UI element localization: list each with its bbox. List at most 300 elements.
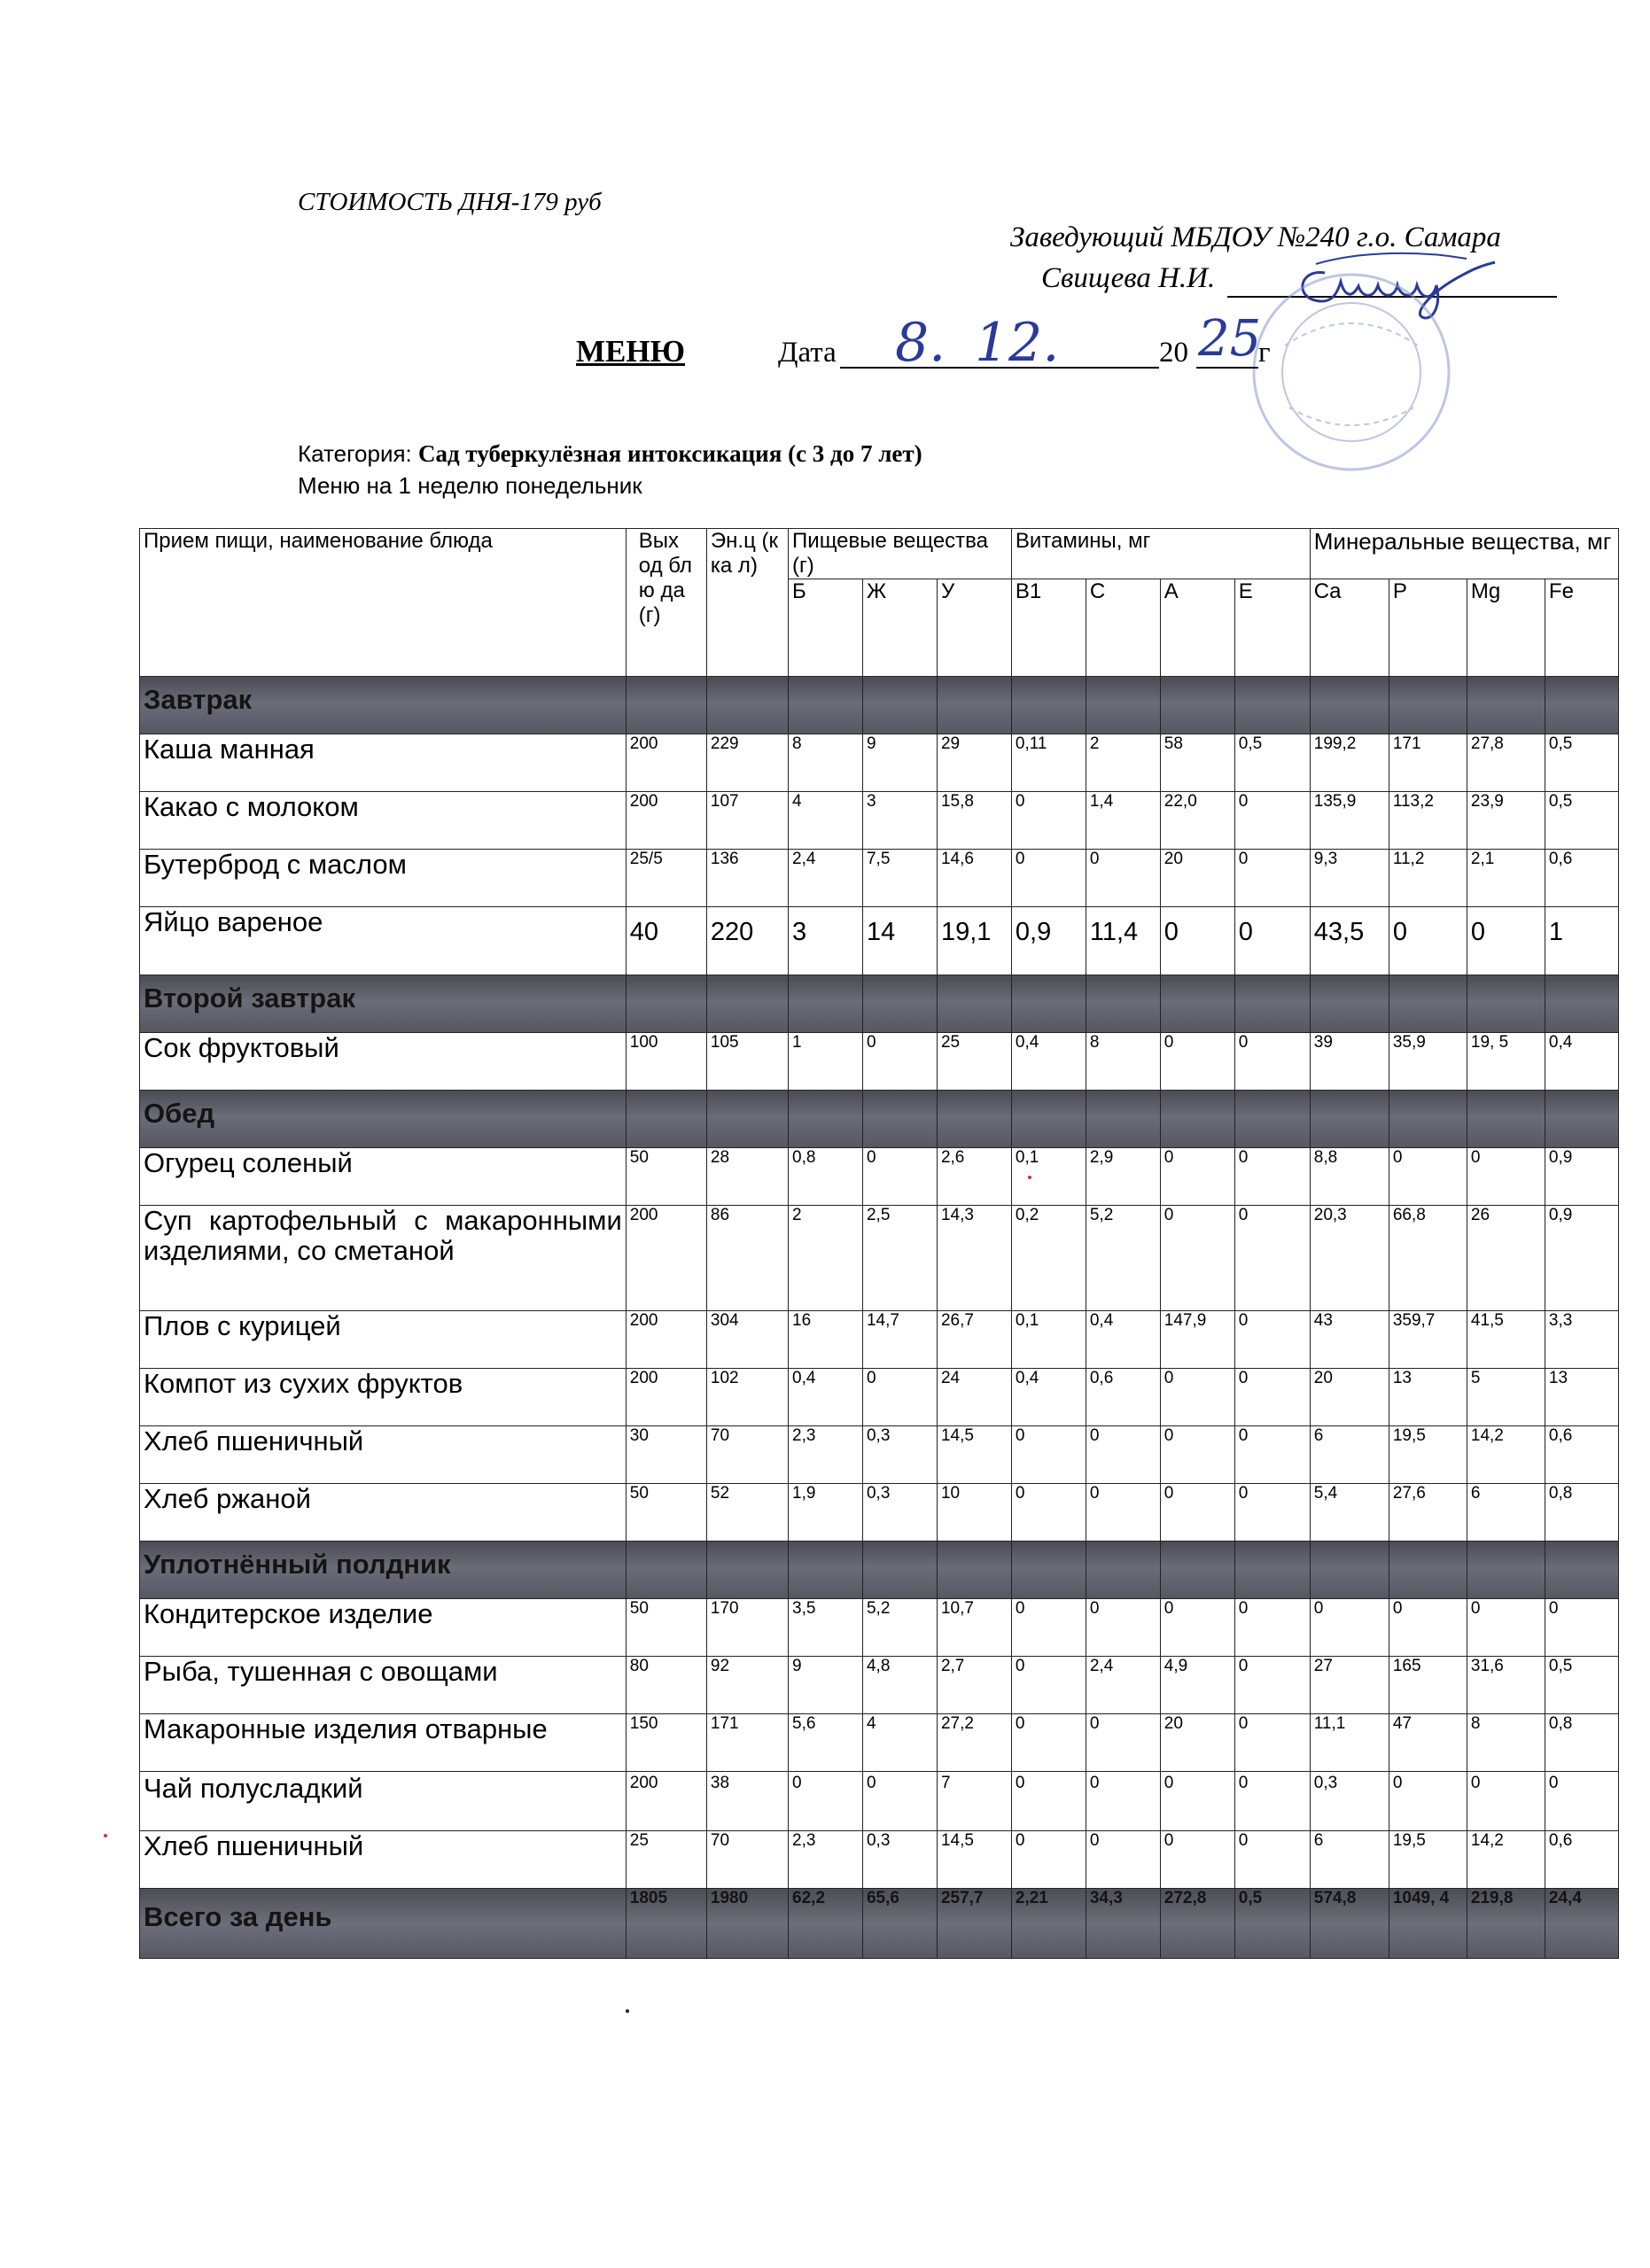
value-cell: 4 xyxy=(862,1714,937,1772)
section-name: Обед xyxy=(140,1091,627,1148)
table-row xyxy=(140,1484,1619,1542)
year-prefix: 20 xyxy=(1159,337,1188,369)
value-cell: 0 xyxy=(1389,1599,1467,1657)
section-cell xyxy=(1086,975,1160,1033)
day-cost: СТОИМОСТЬ ДНЯ-179 руб xyxy=(298,188,602,216)
section-name: Завтрак xyxy=(140,677,627,734)
section-cell xyxy=(1467,1542,1545,1599)
dish-name: Чай полусладкий xyxy=(140,1772,627,1831)
value-cell: 0 xyxy=(1234,1599,1310,1657)
total-row xyxy=(140,1889,1619,1959)
subcol-header: С xyxy=(1086,579,1160,677)
value-cell: 9 xyxy=(862,734,937,792)
head-name: Свищева Н.И. xyxy=(1041,262,1216,294)
value-cell: 0 xyxy=(1389,1148,1467,1206)
section-cell xyxy=(1545,1542,1618,1599)
value-cell: 0 xyxy=(1160,1426,1234,1484)
value-cell: 8,8 xyxy=(1310,1148,1389,1206)
value-cell: 92 xyxy=(706,1657,788,1714)
value-cell: 38 xyxy=(706,1772,788,1831)
scan-speck xyxy=(104,1834,107,1837)
value-cell: 4,8 xyxy=(862,1657,937,1714)
section-cell xyxy=(706,677,788,734)
value-cell: 359,7 xyxy=(1389,1311,1467,1369)
date-day: 8. xyxy=(895,312,946,374)
value-cell: 304 xyxy=(706,1311,788,1369)
value-cell: 8 xyxy=(1086,1033,1160,1091)
value-cell: 0 xyxy=(862,1148,937,1206)
value-cell: 0 xyxy=(1234,1426,1310,1484)
value-cell: 19,5 xyxy=(1389,1831,1467,1889)
section-cell xyxy=(1160,677,1234,734)
value-cell: 5,6 xyxy=(789,1714,863,1772)
section-cell xyxy=(862,1091,937,1148)
value-cell: 27,8 xyxy=(1467,734,1545,792)
value-cell: 26 xyxy=(1467,1206,1545,1311)
value-cell: 6 xyxy=(1467,1484,1545,1542)
value-cell: 0,5 xyxy=(1234,734,1310,792)
value-cell: 9 xyxy=(789,1657,863,1714)
value-cell: 0,3 xyxy=(862,1426,937,1484)
value-cell: 14,3 xyxy=(937,1206,1011,1311)
table-row xyxy=(140,1772,1619,1831)
value-cell: 0 xyxy=(1011,792,1086,850)
value-cell: 0 xyxy=(1234,907,1310,975)
value-cell: 2,7 xyxy=(937,1657,1011,1714)
value-cell: 0 xyxy=(1011,1657,1086,1714)
value-cell: 2 xyxy=(1086,734,1160,792)
value-cell: 0 xyxy=(1234,1369,1310,1426)
value-cell: 43,5 xyxy=(1310,907,1389,975)
section-cell xyxy=(1086,1091,1160,1148)
stamp-image xyxy=(1236,266,1467,496)
section-cell xyxy=(1011,1091,1086,1148)
scan-speck xyxy=(1028,1176,1031,1179)
subcol-header: Ca xyxy=(1310,579,1389,677)
value-cell: 0,6 xyxy=(1086,1369,1160,1426)
value-cell: 2,1 xyxy=(1467,850,1545,907)
section-cell xyxy=(1234,975,1310,1033)
value-cell: 3,3 xyxy=(1545,1311,1618,1369)
value-cell: 50 xyxy=(626,1599,706,1657)
value-cell: 0,3 xyxy=(862,1484,937,1542)
section-cell xyxy=(1310,677,1389,734)
value-cell: 0 xyxy=(789,1772,863,1831)
value-cell: 11,2 xyxy=(1389,850,1467,907)
section-cell xyxy=(1310,1542,1389,1599)
year-unit: г xyxy=(1258,337,1271,369)
value-cell: 0 xyxy=(1160,1206,1234,1311)
value-cell: 0 xyxy=(1310,1599,1389,1657)
value-cell: 9,3 xyxy=(1310,850,1389,907)
value-cell: 20 xyxy=(1160,1714,1234,1772)
dish-name: Макаронные изделия отварные xyxy=(140,1714,627,1772)
section-row xyxy=(140,677,1619,734)
value-cell: 200 xyxy=(626,1311,706,1369)
value-cell: 0,8 xyxy=(1545,1484,1618,1542)
section-cell xyxy=(862,677,937,734)
dish-name: Сок фруктовый xyxy=(140,1033,627,1091)
section-cell xyxy=(937,677,1011,734)
table-row xyxy=(140,907,1619,975)
value-cell: 0 xyxy=(1234,1772,1310,1831)
value-cell: 13 xyxy=(1545,1369,1618,1426)
value-cell: 7 xyxy=(937,1772,1011,1831)
value-cell: 0 xyxy=(1234,1714,1310,1772)
value-cell: 5 xyxy=(1467,1369,1545,1426)
section-cell xyxy=(626,677,706,734)
value-cell: 0,4 xyxy=(789,1369,863,1426)
value-cell: 0 xyxy=(1160,1484,1234,1542)
section-name: Второй завтрак xyxy=(140,975,627,1033)
section-cell xyxy=(1086,677,1160,734)
value-cell: 0 xyxy=(1234,1484,1310,1542)
date-month: 12. xyxy=(975,312,1060,374)
value-cell: 0,4 xyxy=(1086,1311,1160,1369)
value-cell: 1,9 xyxy=(789,1484,863,1542)
section-cell xyxy=(937,1542,1011,1599)
value-cell: 58 xyxy=(1160,734,1234,792)
subcol-header: В1 xyxy=(1011,579,1086,677)
value-cell: 0 xyxy=(1389,1772,1467,1831)
section-cell xyxy=(862,1542,937,1599)
section-cell xyxy=(789,677,863,734)
menu-table xyxy=(139,528,1619,1959)
value-cell: 8 xyxy=(789,734,863,792)
section-cell xyxy=(1467,975,1545,1033)
table-row xyxy=(140,850,1619,907)
value-cell: 66,8 xyxy=(1389,1206,1467,1311)
dish-name: Каша манная xyxy=(140,734,627,792)
value-cell: 0,3 xyxy=(1310,1772,1389,1831)
value-cell: 19,1 xyxy=(937,907,1011,975)
value-cell: 2,4 xyxy=(789,850,863,907)
table-row xyxy=(140,1657,1619,1714)
dish-name: Суп картофельный с макаронными изделиями, со сметаной xyxy=(140,1206,627,1311)
total-value: 272,8 xyxy=(1160,1889,1234,1959)
value-cell: 0 xyxy=(1234,792,1310,850)
value-cell: 15,8 xyxy=(937,792,1011,850)
value-cell: 10 xyxy=(937,1484,1011,1542)
value-cell: 0 xyxy=(1011,1831,1086,1889)
section-cell xyxy=(706,975,788,1033)
subcol-header: У xyxy=(937,579,1011,677)
value-cell: 107 xyxy=(706,792,788,850)
total-value: 65,6 xyxy=(862,1889,937,1959)
value-cell: 2,4 xyxy=(1086,1657,1160,1714)
value-cell: 70 xyxy=(706,1426,788,1484)
col-yield: Вых од блю да (г) xyxy=(626,529,706,677)
value-cell: 171 xyxy=(1389,734,1467,792)
value-cell: 0,5 xyxy=(1545,1657,1618,1714)
dish-name: Рыба, тушенная с овощами xyxy=(140,1657,627,1714)
value-cell: 16 xyxy=(789,1311,863,1369)
value-cell: 25/5 xyxy=(626,850,706,907)
dish-name: Огурец соленый xyxy=(140,1148,627,1206)
total-value: 574,8 xyxy=(1310,1889,1389,1959)
value-cell: 80 xyxy=(626,1657,706,1714)
value-cell: 7,5 xyxy=(862,850,937,907)
value-cell: 4,9 xyxy=(1160,1657,1234,1714)
value-cell: 0 xyxy=(1011,850,1086,907)
section-cell xyxy=(1234,1542,1310,1599)
category xyxy=(298,440,922,468)
section-cell xyxy=(789,1091,863,1148)
value-cell: 0,3 xyxy=(862,1831,937,1889)
col-energy: Эн.ц (кка л) xyxy=(706,529,788,677)
value-cell: 0 xyxy=(862,1772,937,1831)
section-cell xyxy=(1160,1542,1234,1599)
value-cell: 22,0 xyxy=(1160,792,1234,850)
value-cell: 0 xyxy=(1086,1599,1160,1657)
subcol-header: Е xyxy=(1234,579,1310,677)
table-row xyxy=(140,1148,1619,1206)
value-cell: 2,3 xyxy=(789,1831,863,1889)
col-vitamins: Витамины, мг xyxy=(1011,529,1310,579)
col-dish: Прием пищи, наименование блюда xyxy=(140,529,627,677)
value-cell: 86 xyxy=(706,1206,788,1311)
total-value: 34,3 xyxy=(1086,1889,1160,1959)
section-cell xyxy=(626,975,706,1033)
value-cell: 0,5 xyxy=(1545,792,1618,850)
value-cell: 14,6 xyxy=(937,850,1011,907)
section-row xyxy=(140,975,1619,1033)
table-row xyxy=(140,1599,1619,1657)
value-cell: 4 xyxy=(789,792,863,850)
value-cell: 147,9 xyxy=(1160,1311,1234,1369)
week-label: Меню на 1 неделю понедельник xyxy=(298,472,642,499)
category-value: Сад туберкулёзная интоксикация (с 3 до 7 лет) xyxy=(418,440,922,467)
value-cell: 3,5 xyxy=(789,1599,863,1657)
value-cell: 24 xyxy=(937,1369,1011,1426)
section-cell xyxy=(862,975,937,1033)
value-cell: 0 xyxy=(1467,1599,1545,1657)
value-cell: 8 xyxy=(1467,1714,1545,1772)
value-cell: 43 xyxy=(1310,1311,1389,1369)
value-cell: 0 xyxy=(1011,1484,1086,1542)
value-cell: 150 xyxy=(626,1714,706,1772)
value-cell: 100 xyxy=(626,1033,706,1091)
value-cell: 31,6 xyxy=(1467,1657,1545,1714)
value-cell: 2,3 xyxy=(789,1426,863,1484)
section-cell xyxy=(1467,1091,1545,1148)
value-cell: 14,2 xyxy=(1467,1426,1545,1484)
value-cell: 14,7 xyxy=(862,1311,937,1369)
value-cell: 0,9 xyxy=(1011,907,1086,975)
scan-speck xyxy=(626,2009,629,2013)
value-cell: 50 xyxy=(626,1148,706,1206)
section-cell xyxy=(1160,1091,1234,1148)
value-cell: 1 xyxy=(1545,907,1618,975)
value-cell: 20,3 xyxy=(1310,1206,1389,1311)
total-value: 1980 xyxy=(706,1889,788,1959)
value-cell: 200 xyxy=(626,1772,706,1831)
section-cell xyxy=(706,1091,788,1148)
value-cell: 41,5 xyxy=(1467,1311,1545,1369)
dish-name: Кондитерское изделие xyxy=(140,1599,627,1657)
total-label: Всего за день xyxy=(140,1889,627,1959)
value-cell: 14 xyxy=(862,907,937,975)
value-cell: 14,5 xyxy=(937,1831,1011,1889)
section-cell xyxy=(1234,1091,1310,1148)
dish-name: Хлеб пшеничный xyxy=(140,1426,627,1484)
value-cell: 0,6 xyxy=(1545,1831,1618,1889)
value-cell: 1 xyxy=(789,1033,863,1091)
value-cell: 113,2 xyxy=(1389,792,1467,850)
value-cell: 70 xyxy=(706,1831,788,1889)
value-cell: 6 xyxy=(1310,1426,1389,1484)
section-cell xyxy=(1011,1542,1086,1599)
value-cell: 102 xyxy=(706,1369,788,1426)
dish-name: Компот из сухих фруктов xyxy=(140,1369,627,1426)
value-cell: 0 xyxy=(1467,1772,1545,1831)
value-cell: 0 xyxy=(1545,1772,1618,1831)
value-cell: 5,2 xyxy=(862,1599,937,1657)
date-label: Дата xyxy=(778,337,837,369)
subcol-header: Ж xyxy=(862,579,937,677)
value-cell: 0 xyxy=(1389,907,1467,975)
value-cell: 27 xyxy=(1310,1657,1389,1714)
value-cell: 135,9 xyxy=(1310,792,1389,850)
total-value: 2,21 xyxy=(1011,1889,1086,1959)
section-row xyxy=(140,1091,1619,1148)
value-cell: 27,6 xyxy=(1389,1484,1467,1542)
value-cell: 30 xyxy=(626,1426,706,1484)
value-cell: 20 xyxy=(1160,850,1234,907)
value-cell: 200 xyxy=(626,1369,706,1426)
value-cell: 0 xyxy=(1160,1599,1234,1657)
section-cell xyxy=(1545,1091,1618,1148)
section-cell xyxy=(789,1542,863,1599)
value-cell: 0,9 xyxy=(1545,1206,1618,1311)
total-value: 0,5 xyxy=(1234,1889,1310,1959)
dish-name: Бутерброд с маслом xyxy=(140,850,627,907)
dish-name: Хлеб ржаной xyxy=(140,1484,627,1542)
table-row xyxy=(140,1206,1619,1311)
value-cell: 10,7 xyxy=(937,1599,1011,1657)
value-cell: 0 xyxy=(1011,1426,1086,1484)
category-label: Категория: xyxy=(298,440,412,467)
value-cell: 0 xyxy=(1467,1148,1545,1206)
table-row xyxy=(140,1831,1619,1889)
value-cell: 50 xyxy=(626,1484,706,1542)
section-name: Уплотнённый полдник xyxy=(140,1542,627,1599)
year-suffix: 25 xyxy=(1198,310,1262,368)
value-cell: 0 xyxy=(1086,1714,1160,1772)
value-cell: 0 xyxy=(1234,850,1310,907)
value-cell: 0,9 xyxy=(1545,1148,1618,1206)
value-cell: 0 xyxy=(1234,1831,1310,1889)
table-row xyxy=(140,734,1619,792)
value-cell: 0 xyxy=(1086,1426,1160,1484)
value-cell: 39 xyxy=(1310,1033,1389,1091)
value-cell: 0,5 xyxy=(1545,734,1618,792)
value-cell: 0 xyxy=(862,1033,937,1091)
value-cell: 0 xyxy=(1086,1831,1160,1889)
value-cell: 199,2 xyxy=(1310,734,1389,792)
value-cell: 5,4 xyxy=(1310,1484,1389,1542)
value-cell: 170 xyxy=(706,1599,788,1657)
total-value: 257,7 xyxy=(937,1889,1011,1959)
value-cell: 20 xyxy=(1310,1369,1389,1426)
value-cell: 14,5 xyxy=(937,1426,1011,1484)
value-cell: 47 xyxy=(1389,1714,1467,1772)
table-row xyxy=(140,792,1619,850)
head-organization: Заведующий МБДОУ №240 г.о. Самара xyxy=(1010,221,1501,253)
value-cell: 40 xyxy=(626,907,706,975)
value-cell: 0 xyxy=(1011,1599,1086,1657)
value-cell: 0 xyxy=(1234,1033,1310,1091)
value-cell: 0 xyxy=(1086,1484,1160,1542)
value-cell: 0,2 xyxy=(1011,1206,1086,1311)
section-cell xyxy=(626,1091,706,1148)
value-cell: 3 xyxy=(789,907,863,975)
section-cell xyxy=(1389,1091,1467,1148)
value-cell: 0 xyxy=(1234,1311,1310,1369)
total-value: 1049, 4 xyxy=(1389,1889,1467,1959)
value-cell: 220 xyxy=(706,907,788,975)
value-cell: 0 xyxy=(1160,1148,1234,1206)
menu-title: МЕНЮ xyxy=(576,334,686,369)
value-cell: 2 xyxy=(789,1206,863,1311)
total-value: 62,2 xyxy=(789,1889,863,1959)
section-cell xyxy=(789,975,863,1033)
section-cell xyxy=(1389,975,1467,1033)
value-cell: 0,6 xyxy=(1545,850,1618,907)
section-cell xyxy=(937,1091,1011,1148)
dish-name: Хлеб пшеничный xyxy=(140,1831,627,1889)
value-cell: 0,8 xyxy=(1545,1714,1618,1772)
dish-name: Какао с молоком xyxy=(140,792,627,850)
col-minerals: Минеральные вещества, мг xyxy=(1310,529,1618,579)
total-value: 24,4 xyxy=(1545,1889,1618,1959)
value-cell: 0,4 xyxy=(1011,1369,1086,1426)
table-row xyxy=(140,1033,1619,1091)
value-cell: 0 xyxy=(1545,1599,1618,1657)
value-cell: 19,5 xyxy=(1389,1426,1467,1484)
value-cell: 165 xyxy=(1389,1657,1467,1714)
section-cell xyxy=(1467,677,1545,734)
value-cell: 0,6 xyxy=(1545,1426,1618,1484)
value-cell: 200 xyxy=(626,1206,706,1311)
value-cell: 52 xyxy=(706,1484,788,1542)
section-cell xyxy=(626,1542,706,1599)
value-cell: 0 xyxy=(1011,1772,1086,1831)
value-cell: 2,5 xyxy=(862,1206,937,1311)
value-cell: 27,2 xyxy=(937,1714,1011,1772)
value-cell: 0 xyxy=(1011,1714,1086,1772)
value-cell: 0 xyxy=(1160,1033,1234,1091)
dish-name: Яйцо вареное xyxy=(140,907,627,975)
subcol-header: P xyxy=(1389,579,1467,677)
value-cell: 0 xyxy=(1086,850,1160,907)
col-nutrients: Пищевые вещества (г) xyxy=(789,529,1012,579)
section-cell xyxy=(706,1542,788,1599)
value-cell: 11,4 xyxy=(1086,907,1160,975)
value-cell: 26,7 xyxy=(937,1311,1011,1369)
section-cell xyxy=(1389,677,1467,734)
value-cell: 2,6 xyxy=(937,1148,1011,1206)
value-cell: 3 xyxy=(862,792,937,850)
value-cell: 14,2 xyxy=(1467,1831,1545,1889)
value-cell: 0 xyxy=(1467,907,1545,975)
value-cell: 200 xyxy=(626,792,706,850)
value-cell: 19, 5 xyxy=(1467,1033,1545,1091)
value-cell: 0 xyxy=(1160,907,1234,975)
subcol-header: А xyxy=(1160,579,1234,677)
value-cell: 28 xyxy=(706,1148,788,1206)
value-cell: 23,9 xyxy=(1467,792,1545,850)
